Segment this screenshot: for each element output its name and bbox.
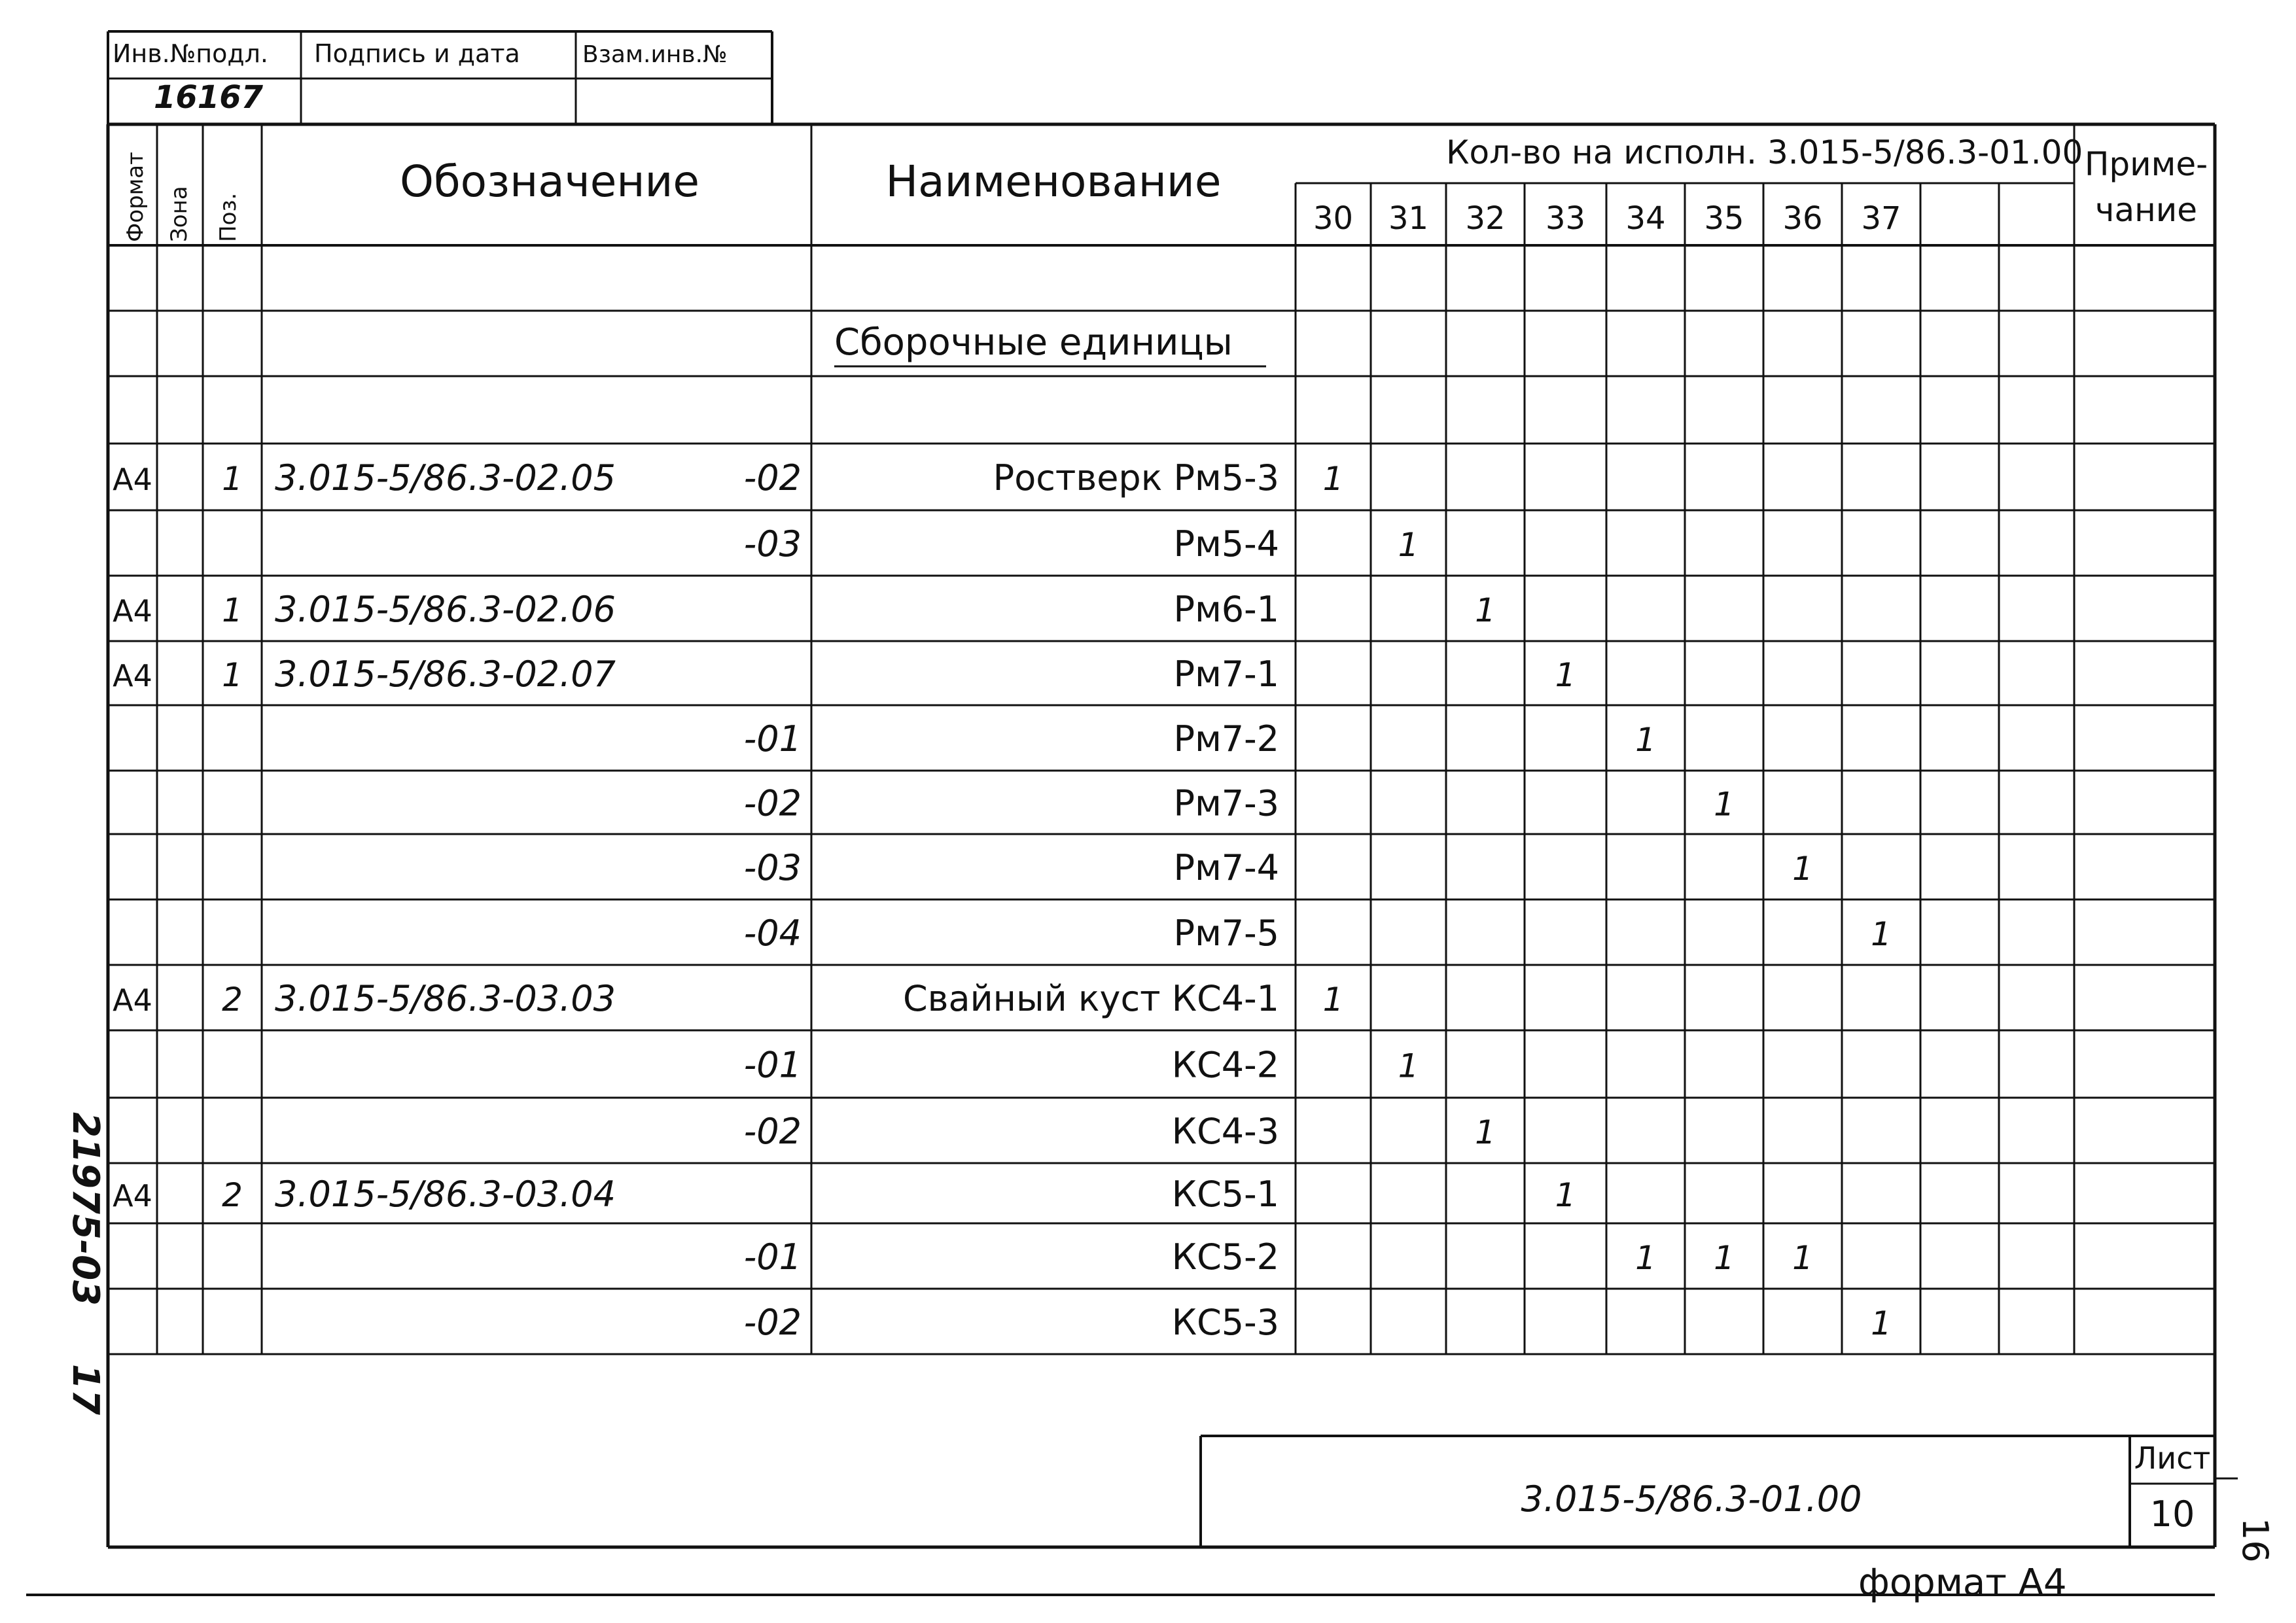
row-name: Рм7-5: [1173, 913, 1279, 954]
row-name: КС5-2: [1171, 1236, 1279, 1278]
table-row: [744, 783, 1735, 824]
table-row: [744, 523, 1419, 565]
stamp-header-replace: Взам.инв.№: [582, 41, 728, 68]
row-designation: 3.015-5/86.3-03.04: [275, 1174, 616, 1215]
row-designation: 3.015-5/86.3-02.07: [275, 654, 616, 695]
row-position: 1: [222, 591, 243, 629]
row-quantity: 1: [1555, 656, 1576, 694]
row-name: Рм7-4: [1173, 847, 1279, 888]
table-row: [744, 1111, 1496, 1152]
header-note-line2: чание: [2094, 191, 2198, 229]
row-designation-suffix: -02: [743, 1111, 802, 1152]
row-designation-suffix: -02: [743, 782, 802, 824]
format-label: формат А4: [1858, 1562, 2067, 1604]
header-designation: Обозначение: [400, 156, 699, 207]
row-designation-suffix: -01: [743, 718, 802, 759]
row-position: 2: [222, 1176, 243, 1214]
row-format: А4: [113, 983, 152, 1018]
stamp-inv-number: 16167: [154, 79, 263, 116]
row-name: КС5-1: [1171, 1174, 1279, 1215]
table-grid: [26, 31, 2238, 1595]
header-note-line1: Приме-: [2084, 145, 2208, 183]
row-name: Рм7-3: [1173, 782, 1279, 824]
row-format: А4: [113, 1178, 152, 1213]
row-quantity: 1: [1635, 1239, 1656, 1277]
table-row: [113, 1174, 1576, 1215]
row-designation-suffix: -03: [743, 523, 802, 565]
row-quantity: 1: [1871, 915, 1892, 953]
row-name: Рм7-2: [1173, 718, 1279, 759]
row-designation: 3.015-5/86.3-02.06: [275, 589, 616, 630]
table-row: [113, 654, 1576, 695]
sheet-label: Лист: [2134, 1440, 2211, 1476]
row-position: 2: [222, 981, 243, 1019]
row-designation-suffix: -01: [743, 1236, 802, 1278]
page-number: 16: [2234, 1518, 2276, 1563]
qty-column-header: 34: [1625, 200, 1666, 237]
header-name: Наименование: [885, 156, 1222, 207]
row-quantity: 1: [1714, 1239, 1735, 1277]
table-row: [744, 1236, 1813, 1278]
header-format: Формат: [122, 152, 149, 242]
table-row: [744, 1045, 1419, 1086]
row-quantity: 1: [1398, 526, 1419, 564]
row-name: КС4-3: [1171, 1111, 1279, 1152]
row-quantity: 1: [1871, 1304, 1892, 1342]
row-quantity: 1: [1792, 1239, 1813, 1277]
row-quantity: 1: [1635, 721, 1656, 759]
row-name: Ростверк Рм5-3: [993, 457, 1279, 498]
row-format: А4: [113, 462, 152, 497]
table-row: [744, 1302, 1892, 1343]
row-designation-suffix: -04: [743, 913, 802, 954]
row-name: Свайный куст КС4-1: [902, 978, 1279, 1019]
row-name: КС4-2: [1171, 1044, 1279, 1086]
row-designation-suffix: -03: [743, 847, 802, 888]
table-row: [113, 457, 1343, 498]
table-row: [113, 589, 1496, 630]
row-format: А4: [113, 658, 152, 693]
header-zone: Зона: [166, 186, 192, 242]
row-designation-suffix: -02: [743, 457, 802, 498]
table-row: [744, 913, 1892, 954]
stamp-header-inv: Инв.№подл.: [113, 39, 269, 68]
margin-small-number: 17: [64, 1364, 107, 1415]
row-quantity: 1: [1475, 591, 1496, 629]
document-code: 3.015-5/86.3-01.00: [1521, 1478, 1862, 1520]
margin-vertical-number: 21975-03: [64, 1112, 107, 1306]
qty-column-header: 37: [1861, 200, 1901, 237]
row-quantity: 1: [1792, 850, 1813, 888]
sheet-number: 10: [2149, 1493, 2195, 1535]
row-name: Рм6-1: [1173, 589, 1279, 630]
table-row: [744, 847, 1813, 888]
qty-column-header: 30: [1313, 200, 1354, 237]
header-qty-title: Кол-во на исполн. 3.015-5/86.3-01.00: [1446, 133, 2083, 171]
row-quantity: 1: [1322, 460, 1344, 498]
row-quantity: 1: [1475, 1113, 1496, 1151]
qty-column-header: 36: [1782, 200, 1823, 237]
row-quantity: 1: [1714, 785, 1735, 824]
row-format: А4: [113, 593, 152, 629]
row-position: 1: [222, 656, 243, 694]
row-name: КС5-3: [1171, 1302, 1279, 1343]
row-name: Рм5-4: [1173, 523, 1279, 565]
row-designation: 3.015-5/86.3-03.03: [275, 978, 616, 1019]
qty-column-header: 33: [1545, 200, 1586, 237]
stamp-header-sign: Подпись и дата: [314, 39, 520, 68]
qty-column-header: 35: [1704, 200, 1744, 237]
row-name: Рм7-1: [1173, 654, 1279, 695]
row-designation-suffix: -01: [743, 1044, 802, 1086]
table-row: [113, 978, 1343, 1019]
row-quantity: 1: [1322, 981, 1344, 1019]
row-designation: 3.015-5/86.3-02.05: [275, 457, 616, 498]
qty-column-header: 32: [1465, 200, 1506, 237]
row-position: 1: [222, 460, 243, 498]
section-title: Сборочные единицы: [834, 321, 1233, 364]
header-pos: Поз.: [215, 192, 241, 242]
row-quantity: 1: [1398, 1047, 1419, 1085]
row-designation-suffix: -02: [743, 1302, 802, 1343]
qty-column-header: 31: [1388, 200, 1429, 237]
table-row: [744, 718, 1656, 759]
row-quantity: 1: [1555, 1176, 1576, 1214]
